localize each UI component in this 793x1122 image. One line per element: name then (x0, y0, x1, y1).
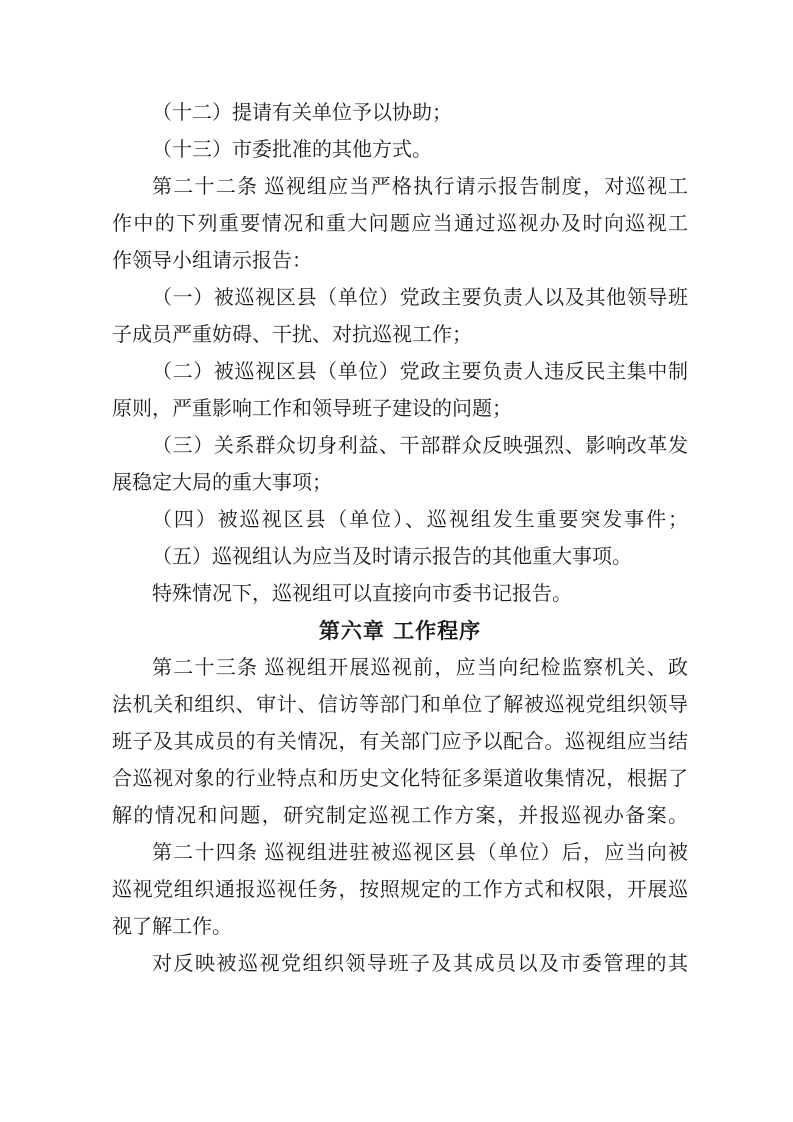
text-line: 视了解工作。 (112, 916, 232, 938)
text-line: 法机关和组织、审计、信访等部门和单位了解被巡视党组织领导 (112, 694, 688, 716)
text-line: 特殊情况下，巡视组可以直接向市委书记报告。 (152, 583, 572, 605)
text-line: 作中的下列重要情况和重大问题应当通过巡视办及时向巡视工 (112, 213, 688, 235)
text-line: （一）被巡视区县（单位）党政主要负责人以及其他领导班 (152, 287, 688, 309)
text-line: 第二十三条 巡视组开展巡视前，应当向纪检监察机关、政 (152, 657, 688, 679)
text-line: （三）关系群众切身利益、干部群众反映强烈、影响改革发 (152, 435, 688, 457)
text-line: 展稳定大局的重大事项； (112, 472, 332, 494)
text-line: （二）被巡视区县（单位）党政主要负责人违反民主集中制 (152, 361, 688, 383)
text-line: 第二十四条 巡视组进驻被巡视区县（单位）后，应当向被 (152, 842, 688, 864)
document-body (112, 95, 688, 983)
text-line: （五）巡视组认为应当及时请示报告的其他重大事项。 (152, 546, 632, 568)
text-line: 第二十二条 巡视组应当严格执行请示报告制度，对巡视工 (152, 176, 688, 198)
text-line: 子成员严重妨碍、干扰、对抗巡视工作； (112, 324, 472, 346)
text-line: 解的情况和问题，研究制定巡视工作方案，并报巡视办备案。 (112, 805, 688, 827)
text-line: 对反映被巡视党组织领导班子及其成员以及市委管理的其 (152, 953, 688, 975)
text-line: 原则，严重影响工作和领导班子建设的问题； (112, 398, 512, 420)
text-line: （四）被巡视区县（单位）、巡视组发生重要突发事件； (152, 509, 688, 531)
chapter-heading: 第六章 工作程序 (318, 619, 482, 643)
text-line: 巡视党组织通报巡视任务，按照规定的工作方式和权限，开展巡 (112, 879, 688, 901)
text-line: （十三）市委批准的其他方式。 (152, 139, 432, 161)
text-line: 作领导小组请示报告： (112, 250, 312, 272)
text-line: 班子及其成员的有关情况，有关部门应予以配合。巡视组应当结 (112, 731, 688, 753)
text-line: 合巡视对象的行业特点和历史文化特征多渠道收集情况，根据了 (112, 768, 688, 790)
text-line: （十二）提请有关单位予以协助； (152, 102, 452, 124)
